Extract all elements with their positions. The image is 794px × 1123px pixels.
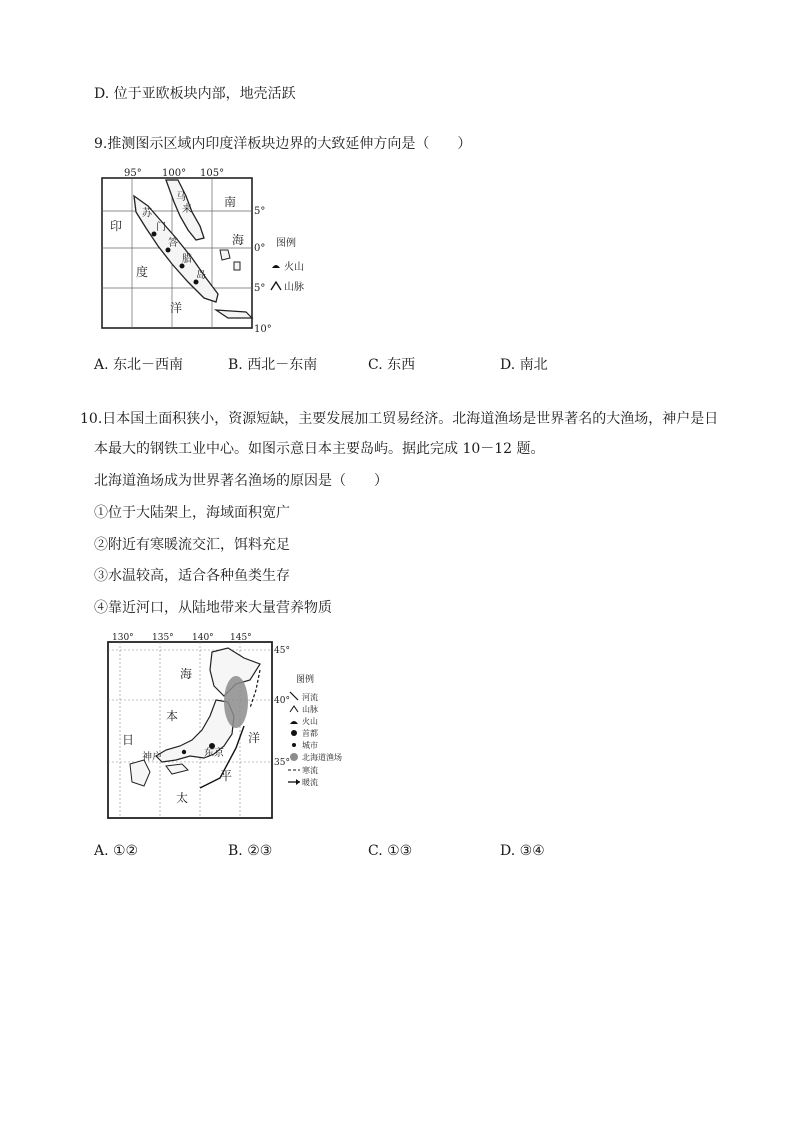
q10-option-d[interactable]: D. ③④ (500, 843, 545, 859)
lat-label: 5° (254, 206, 266, 217)
small-island-shape (234, 262, 240, 270)
lat-label: 5° (254, 283, 266, 294)
arrowhead-icon (296, 779, 300, 785)
lon-label: 105° (200, 168, 225, 179)
kyushu-shape (130, 760, 150, 786)
indian-ocean-label: 印 (110, 219, 123, 233)
lon-label: 135° (152, 633, 174, 643)
sea-of-japan-label: 日 (122, 733, 135, 747)
q10-intro-line1: 10.日本国土面积狭小，资源短缺，主要发展加工贸易经济。北海道渔场是世界著名的大渔场，神户是日 (80, 411, 719, 427)
lat-label: 45° (274, 646, 290, 656)
lat-label: 0° (254, 243, 266, 254)
q10-choice-1: ①位于大陆架上，海域面积宽广 (94, 505, 290, 521)
south-china-sea-label: 南 (224, 195, 237, 209)
q10-choice-2: ②附近有寒暖流交汇，饵料充足 (94, 537, 290, 553)
indian-ocean-label: 洋 (170, 301, 183, 315)
sumatra-label: 岛 (196, 270, 206, 281)
legend-capital-label: 首都 (302, 729, 318, 738)
java-island-shape (216, 310, 252, 318)
sumatra-label: 门 (156, 222, 166, 233)
sumatra-label: 苏 (142, 208, 152, 219)
lat-label: 40° (274, 696, 290, 706)
legend-mountain-label: 山脉 (302, 705, 318, 714)
legend-title: 图例 (296, 675, 315, 685)
lon-label: 100° (162, 168, 187, 179)
legend-cold-label: 寒流 (302, 766, 318, 775)
legend-fishery-label: 北海道渔场 (302, 753, 342, 762)
mountain-icon (271, 282, 281, 290)
legend-warm-label: 暖流 (302, 778, 318, 787)
q9-stem: 9.推测图示区域内印度洋板块边界的大致延伸方向是（ ） (94, 136, 472, 152)
lon-label: 145° (230, 633, 252, 643)
kobe-label: 神户 (142, 752, 162, 763)
legend-volcano-label: 火山 (284, 262, 304, 273)
city-icon (292, 743, 296, 747)
lat-label: 35° (274, 758, 290, 768)
q10-map (100, 630, 360, 822)
q10-option-a[interactable]: A. ①② (94, 843, 139, 859)
sumatra-label: 答 (168, 238, 178, 249)
lon-label: 130° (112, 633, 134, 643)
hokkaido-fishery-area (224, 676, 248, 728)
q10-choice-4: ④靠近河口，从陆地带来大量营养物质 (94, 600, 332, 616)
volcano-icon (290, 721, 298, 724)
q9-option-c[interactable]: C. 东西 (368, 357, 416, 373)
q9-map (96, 166, 336, 336)
q8-option-d: D. 位于亚欧板块内部，地壳活跃 (94, 86, 296, 102)
lon-label: 140° (192, 633, 214, 643)
south-china-sea-label: 海 (232, 233, 245, 247)
sea-of-japan-label: 海 (180, 667, 193, 681)
pacific-label: 太 (176, 791, 189, 805)
capital-icon (291, 730, 297, 736)
fishery-icon (290, 753, 298, 761)
legend-volcano-label: 火山 (302, 717, 318, 726)
japan-map-figure (100, 630, 360, 822)
river-icon (290, 692, 298, 700)
lat-label: 10° (254, 324, 272, 335)
q10-intro-line2: 本最大的钢铁工业中心。如图示意日本主要岛屿。据此完成 10－12 题。 (94, 441, 545, 457)
malay-label: 来 (182, 204, 192, 215)
q10-option-c[interactable]: C. ①③ (368, 843, 413, 859)
sumatra-map-figure (96, 166, 336, 336)
legend-river-label: 河流 (302, 693, 318, 702)
q9-option-d[interactable]: D. 南北 (500, 357, 548, 373)
q10-stem: 北海道渔场成为世界著名渔场的原因是（ ） (94, 473, 388, 489)
pacific-label: 洋 (248, 731, 261, 745)
small-island-shape (220, 250, 230, 260)
sea-of-japan-label: 本 (166, 709, 179, 723)
kobe-marker (182, 750, 186, 754)
q10-choice-3: ③水温较高，适合各种鱼类生存 (94, 568, 290, 584)
q9-option-b[interactable]: B. 西北－东南 (228, 357, 318, 373)
q10-option-b[interactable]: B. ②③ (228, 843, 273, 859)
tokyo-label: 东京 (204, 748, 224, 759)
legend-title: 图例 (276, 238, 296, 249)
pacific-label: 平 (220, 769, 233, 783)
mountain-icon (290, 706, 298, 712)
q9-option-a[interactable]: A. 东北－西南 (94, 357, 184, 373)
indian-ocean-label: 度 (136, 265, 149, 279)
volcano-icon (272, 265, 280, 268)
shikoku-shape (166, 764, 188, 774)
lon-label: 95° (124, 168, 142, 179)
legend-mountain-label: 山脉 (284, 282, 304, 293)
malay-label: 马 (176, 192, 186, 203)
legend-city-label: 城市 (302, 741, 318, 750)
sumatra-label: 腊 (182, 254, 192, 265)
